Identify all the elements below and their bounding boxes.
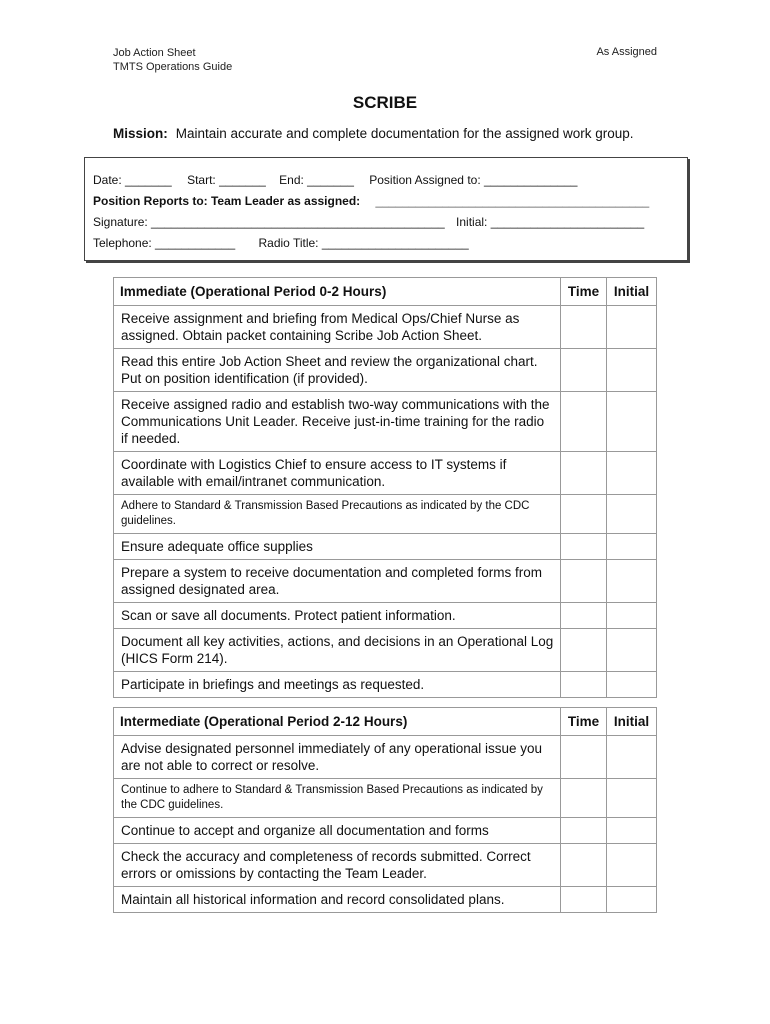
initial-cell[interactable] — [607, 844, 657, 887]
time-column-header: Time — [561, 278, 607, 306]
task-text: Prepare a system to receive documentation and completed forms from assigned designated area. — [114, 560, 561, 603]
task-text: Scan or save all documents. Protect patient information. — [114, 603, 561, 629]
info-row-signature — [93, 215, 644, 229]
position-assigned-label: Position Assigned to: — [369, 173, 481, 187]
table-row — [114, 452, 657, 495]
telephone-field[interactable]: Telephone: ____________ — [93, 236, 236, 250]
date-field[interactable]: Date: _______ — [93, 173, 172, 187]
time-cell[interactable] — [561, 534, 607, 560]
table-row — [114, 392, 657, 452]
initial-cell[interactable] — [607, 392, 657, 452]
immediate-tasks-table — [113, 277, 657, 698]
task-text: Continue to adhere to Standard & Transmission Based Precautions as indicated by the CDC guidelines. — [114, 779, 561, 818]
immediate-heading: Immediate (Operational Period 0-2 Hours) — [114, 278, 561, 306]
radio-title-field[interactable]: Radio Title: ______________________ — [258, 236, 469, 250]
time-cell[interactable] — [561, 844, 607, 887]
task-text: Document all key activities, actions, and decisions in an Operational Log (HICS Form 214). — [114, 629, 561, 672]
task-text: Read this entire Job Action Sheet and review the organizational chart. Put on position identification (if provided). — [114, 349, 561, 392]
initial-cell[interactable] — [607, 779, 657, 818]
time-cell[interactable] — [561, 495, 607, 534]
initial-cell[interactable] — [607, 560, 657, 603]
table-header-row — [114, 278, 657, 306]
task-text: Continue to accept and organize all documentation and forms — [114, 818, 561, 844]
time-cell[interactable] — [561, 779, 607, 818]
initial-cell[interactable] — [607, 306, 657, 349]
reports-to-label: Position Reports to: Team Leader as assigned: — [93, 194, 361, 208]
table-row — [114, 495, 657, 534]
initial-column-header: Initial — [607, 708, 657, 736]
table-row — [114, 818, 657, 844]
initial-field[interactable]: Initial: _______________________ — [456, 215, 645, 229]
time-cell[interactable] — [561, 818, 607, 844]
table-row — [114, 887, 657, 913]
table-row — [114, 603, 657, 629]
initial-cell[interactable] — [607, 534, 657, 560]
initial-cell[interactable] — [607, 736, 657, 779]
time-cell[interactable] — [561, 887, 607, 913]
task-text: Check the accuracy and completeness of records submitted. Correct errors or omissions by contacting the Team Leader. — [114, 844, 561, 887]
initial-cell[interactable] — [607, 349, 657, 392]
initial-cell[interactable] — [607, 672, 657, 698]
position-info-box — [84, 157, 688, 261]
header-assignment: As Assigned — [596, 46, 657, 58]
info-row-contact — [93, 236, 469, 250]
initial-cell[interactable] — [607, 495, 657, 534]
reports-to-field[interactable]: _________________________________________ — [375, 194, 650, 208]
time-cell[interactable] — [561, 392, 607, 452]
initial-cell[interactable] — [607, 629, 657, 672]
table-row — [114, 629, 657, 672]
signature-field[interactable]: Signature: ____________________________________________ — [93, 215, 445, 229]
task-text: Maintain all historical information and record consolidated plans. — [114, 887, 561, 913]
time-cell[interactable] — [561, 306, 607, 349]
time-cell[interactable] — [561, 349, 607, 392]
table-row — [114, 534, 657, 560]
initial-cell[interactable] — [607, 818, 657, 844]
time-cell[interactable] — [561, 672, 607, 698]
header-subtitle: TMTS Operations Guide — [113, 61, 233, 73]
info-row-reports — [93, 194, 649, 208]
time-cell[interactable] — [561, 629, 607, 672]
table-row — [114, 560, 657, 603]
mission-statement — [113, 126, 634, 141]
time-cell[interactable] — [561, 736, 607, 779]
task-text: Advise designated personnel immediately of any operational issue you are not able to correct or resolve. — [114, 736, 561, 779]
task-text: Receive assigned radio and establish two-way communications with the Communications Unit Leader. Receive just-in-time training for the radio if needed. — [114, 392, 561, 452]
table-row — [114, 306, 657, 349]
end-field[interactable]: End: _______ — [279, 173, 354, 187]
intermediate-heading: Intermediate (Operational Period 2-12 Hours) — [114, 708, 561, 736]
start-field[interactable]: Start: _______ — [187, 173, 266, 187]
table-row — [114, 672, 657, 698]
initial-column-header: Initial — [607, 278, 657, 306]
document-header — [113, 46, 232, 74]
table-row — [114, 349, 657, 392]
initial-cell[interactable] — [607, 603, 657, 629]
intermediate-tasks-table — [113, 707, 657, 913]
time-cell[interactable] — [561, 560, 607, 603]
header-title: Job Action Sheet — [113, 47, 196, 59]
task-text: Ensure adequate office supplies — [114, 534, 561, 560]
table-row — [114, 779, 657, 818]
table-row — [114, 844, 657, 887]
table-row — [114, 736, 657, 779]
mission-label: Mission: — [113, 126, 168, 141]
page-title: SCRIBE — [352, 93, 418, 112]
initial-cell[interactable] — [607, 887, 657, 913]
position-assigned-field[interactable]: ______________ — [484, 173, 578, 187]
time-cell[interactable] — [561, 603, 607, 629]
info-row-dates — [93, 173, 577, 187]
initial-cell[interactable] — [607, 452, 657, 495]
table-header-row — [114, 708, 657, 736]
task-text: Coordinate with Logistics Chief to ensure access to IT systems if available with email/intranet communication. — [114, 452, 561, 495]
mission-text: Maintain accurate and complete documentation for the assigned work group. — [175, 126, 634, 141]
time-cell[interactable] — [561, 452, 607, 495]
time-column-header: Time — [561, 708, 607, 736]
task-text: Participate in briefings and meetings as requested. — [114, 672, 561, 698]
task-text: Adhere to Standard & Transmission Based Precautions as indicated by the CDC guidelines. — [114, 495, 561, 534]
task-text: Receive assignment and briefing from Medical Ops/Chief Nurse as assigned. Obtain packet containing Scribe Job Action Sheet. — [114, 306, 561, 349]
